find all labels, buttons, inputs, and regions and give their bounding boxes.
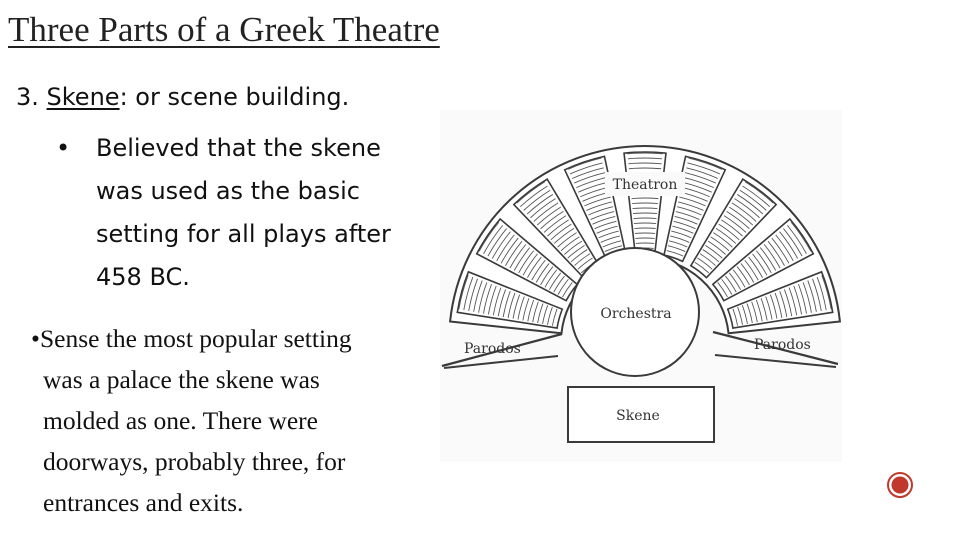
- bullet-text: [96, 127, 456, 299]
- parodos-right-label: Parodos: [754, 337, 811, 353]
- record-icon[interactable]: [886, 471, 914, 499]
- bullet-line: molded as one. There were: [43, 406, 318, 435]
- bullet-line: doorways, probably three, for: [43, 447, 346, 476]
- bullet-marker: •: [31, 324, 40, 353]
- bullet-line: 458 BC.: [96, 263, 190, 291]
- bullet-line: was used as the basic: [96, 177, 360, 205]
- bullet-line-text: Sense the most popular setting: [39, 324, 352, 353]
- bullet-marker: •: [56, 134, 71, 162]
- heading-number: 3.: [16, 83, 47, 111]
- theatre-diagram: [440, 110, 842, 462]
- parodos-left-label: Parodos: [464, 341, 521, 357]
- slide-title: Three Parts of a Greek Theatre: [8, 10, 440, 49]
- theatron-label: Theatron: [612, 177, 678, 193]
- bullet-palace-setting: [31, 318, 441, 523]
- orchestra-label: Orchestra: [600, 306, 672, 322]
- bullet-line: entrances and exits.: [43, 488, 244, 517]
- skene-label: Skene: [616, 408, 660, 424]
- section-heading: [16, 83, 349, 111]
- bullet-line: [31, 318, 441, 359]
- heading-term: Skene: [46, 83, 120, 111]
- heading-rest: : or scene building.: [119, 83, 350, 111]
- bullet-line: Believed that the skene: [96, 134, 381, 162]
- record-dot: [892, 477, 909, 494]
- bullet-line: setting for all plays after: [96, 220, 391, 248]
- bullet-line: was a palace the skene was: [43, 365, 320, 394]
